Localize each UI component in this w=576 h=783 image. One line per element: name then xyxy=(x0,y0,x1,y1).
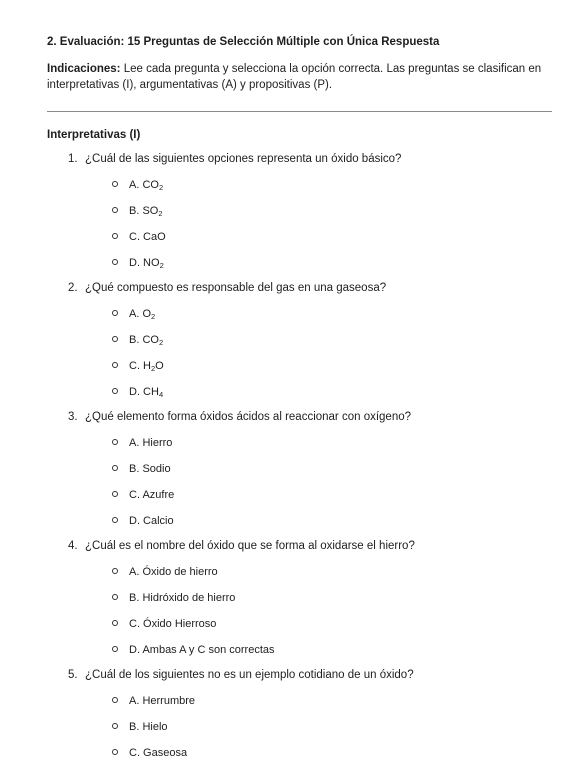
option-subscript: 2 xyxy=(151,312,156,321)
question-5-option-a[interactable] xyxy=(112,695,195,707)
radio-bullet-icon[interactable] xyxy=(112,233,118,239)
question-1-option-b[interactable] xyxy=(112,205,163,217)
option-subscript: 4 xyxy=(158,390,164,399)
question-5-option-c[interactable] xyxy=(112,747,187,759)
radio-bullet-icon[interactable] xyxy=(112,259,118,265)
option-subscript: 2 xyxy=(158,209,163,218)
question-5-option-b[interactable] xyxy=(112,721,168,733)
question-number: 3. xyxy=(68,411,78,423)
option-label: C. H xyxy=(129,360,151,372)
question-1-option-d[interactable] xyxy=(112,257,164,269)
question-2-option-c[interactable] xyxy=(112,360,164,372)
section-title: Interpretativas (I) xyxy=(47,129,141,141)
option-label: D. CH xyxy=(129,386,159,398)
option-label: C. CaO xyxy=(129,231,166,243)
question-4 xyxy=(68,540,415,552)
question-text: ¿Cuál es el nombre del óxido que se forma al oxidarse el hierro? xyxy=(85,540,415,552)
radio-bullet-icon[interactable] xyxy=(112,207,118,213)
question-1-option-c[interactable] xyxy=(112,231,166,243)
question-4-option-c[interactable] xyxy=(112,618,216,630)
option-label: B. Hielo xyxy=(129,721,168,733)
section-divider xyxy=(47,111,552,112)
radio-bullet-icon[interactable] xyxy=(112,491,118,497)
radio-bullet-icon[interactable] xyxy=(112,388,118,394)
option-label: A. Óxido de hierro xyxy=(129,566,218,578)
radio-bullet-icon[interactable] xyxy=(112,439,118,445)
option-label: C. Gaseosa xyxy=(129,747,188,759)
option-label: B. SO xyxy=(129,205,159,217)
option-subscript: 2 xyxy=(158,338,164,347)
question-1 xyxy=(68,153,401,165)
question-4-option-b[interactable] xyxy=(112,592,235,604)
question-number: 1. xyxy=(68,153,78,165)
instructions-label: Indicaciones: xyxy=(47,63,121,75)
radio-bullet-icon[interactable] xyxy=(112,336,118,342)
question-4-option-a[interactable] xyxy=(112,566,218,578)
question-3-option-a[interactable] xyxy=(112,437,172,449)
radio-bullet-icon[interactable] xyxy=(112,646,118,652)
question-3 xyxy=(68,411,411,423)
option-label: D. Ambas A y C son correctas xyxy=(129,644,275,656)
question-text: ¿Qué compuesto es responsable del gas en una gaseosa? xyxy=(85,282,387,294)
option-subscript: 2 xyxy=(151,364,156,373)
option-subscript: 2 xyxy=(159,261,164,270)
radio-bullet-icon[interactable] xyxy=(112,517,118,523)
option-subscript: 2 xyxy=(158,183,164,192)
instructions-paragraph xyxy=(47,61,542,93)
question-number: 5. xyxy=(68,669,78,681)
radio-bullet-icon[interactable] xyxy=(112,620,118,626)
radio-bullet-icon[interactable] xyxy=(112,465,118,471)
option-suffix: O xyxy=(155,360,164,372)
radio-bullet-icon[interactable] xyxy=(112,594,118,600)
question-number: 4. xyxy=(68,540,78,552)
instructions-text: Lee cada pregunta y selecciona la opción correcta. Las preguntas se clasifican en interpretativas (I), argumentativas (A) y propositivas (P). xyxy=(47,63,542,91)
question-2-option-a[interactable] xyxy=(112,308,155,320)
question-3-option-d[interactable] xyxy=(112,515,174,527)
option-label: B. Sodio xyxy=(129,463,171,475)
radio-bullet-icon[interactable] xyxy=(112,181,118,187)
option-label: C. Óxido Hierroso xyxy=(129,618,217,630)
option-label: D. Calcio xyxy=(129,515,174,527)
page-title: 2. Evaluación: 15 Preguntas de Selección Múltiple con Única Respuesta xyxy=(47,36,440,48)
question-4-option-d[interactable] xyxy=(112,644,275,656)
radio-bullet-icon[interactable] xyxy=(112,362,118,368)
option-label: A. CO xyxy=(129,179,159,191)
option-label: C. Azufre xyxy=(129,489,175,501)
question-text: ¿Cuál de las siguientes opciones representa un óxido básico? xyxy=(85,153,402,165)
radio-bullet-icon[interactable] xyxy=(112,723,118,729)
option-label: A. Hierro xyxy=(129,437,173,449)
radio-bullet-icon[interactable] xyxy=(112,310,118,316)
option-label: A. O xyxy=(129,308,152,320)
option-label: B. CO xyxy=(129,334,159,346)
question-text: ¿Cuál de los siguientes no es un ejemplo cotidiano de un óxido? xyxy=(85,669,414,681)
question-1-option-a[interactable] xyxy=(112,179,163,191)
radio-bullet-icon[interactable] xyxy=(112,697,118,703)
question-number: 2. xyxy=(68,282,78,294)
question-5 xyxy=(68,669,414,681)
question-text: ¿Qué elemento forma óxidos ácidos al reaccionar con oxígeno? xyxy=(85,411,412,423)
radio-bullet-icon[interactable] xyxy=(112,568,118,574)
option-label: B. Hidróxido de hierro xyxy=(129,592,236,604)
option-label: D. NO xyxy=(129,257,160,269)
question-3-option-c[interactable] xyxy=(112,489,174,501)
question-2 xyxy=(68,282,386,294)
question-2-option-b[interactable] xyxy=(112,334,163,346)
radio-bullet-icon[interactable] xyxy=(112,749,118,755)
question-2-option-d[interactable] xyxy=(112,386,163,398)
option-label: A. Herrumbre xyxy=(129,695,196,707)
question-3-option-b[interactable] xyxy=(112,463,171,475)
